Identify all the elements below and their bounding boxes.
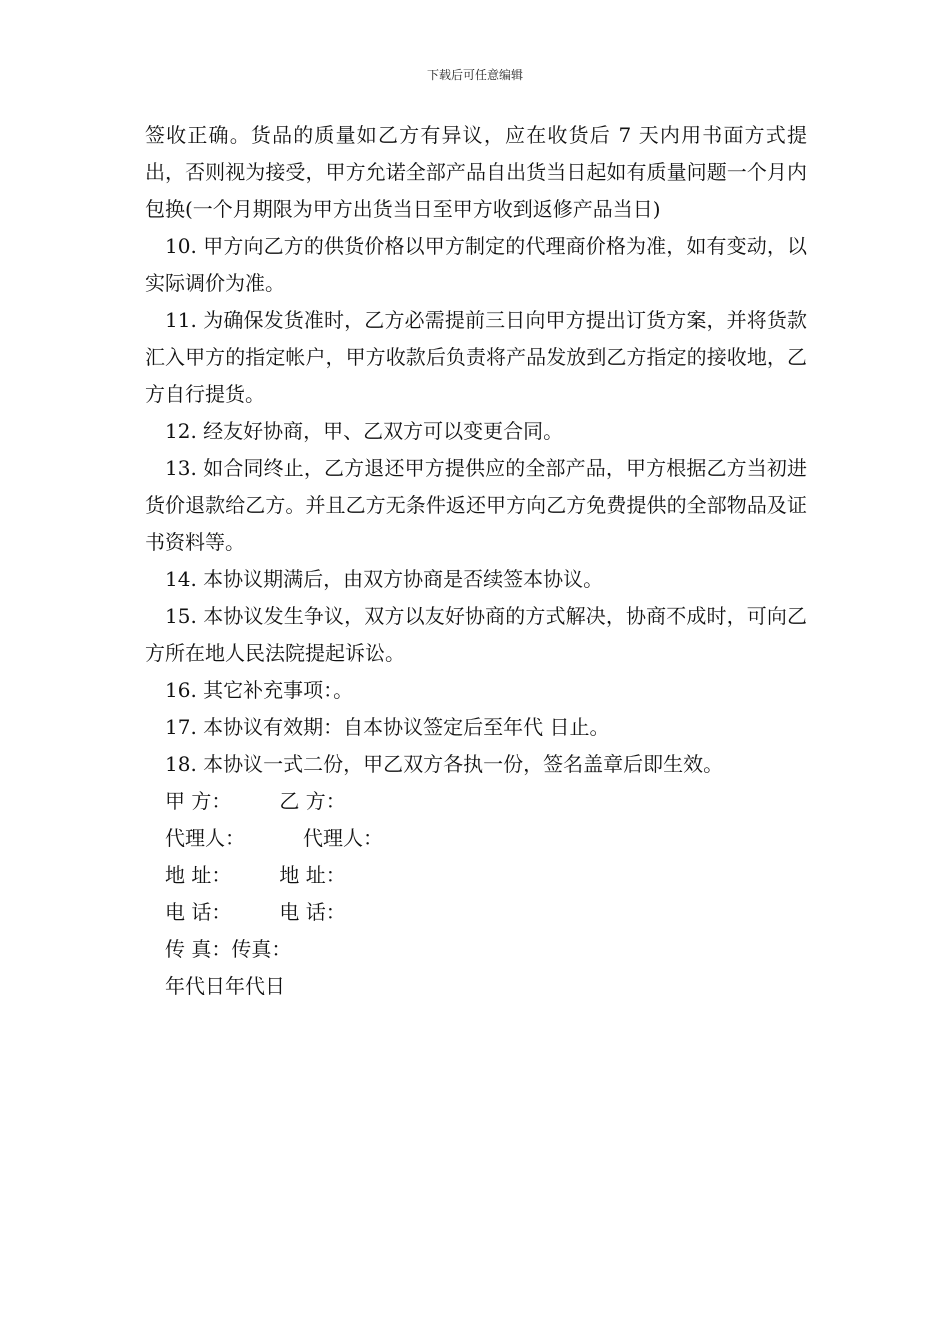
signature-block xyxy=(145,783,807,1005)
address-b-label: 地 址： xyxy=(279,863,346,887)
clause-12: 12. 经友好协商，甲、乙双方可以变更合同。 xyxy=(165,419,564,443)
phone-b-label: 电 话： xyxy=(279,900,346,924)
clause-13: 13. 如合同终止，乙方退还甲方提供应的全部产品，甲方根据乙方当初进货价退款给乙方。并且乙方无条件返还甲方向乙方免费提供的全部物品及证书资料等。 xyxy=(145,456,807,554)
agent-b-label: 代理人： xyxy=(303,826,383,850)
phone-a-label: 电 话： xyxy=(165,900,232,924)
clause-17: 17. 本协议有效期：自本协议签定后至年代 日止。 xyxy=(165,715,610,739)
signature-fax-line xyxy=(145,931,807,968)
signature-date-line: 年代日年代日 xyxy=(165,974,285,998)
clause-15: 15. 本协议发生争议，双方以友好协商的方式解决，协商不成时，可向乙方所在地人民法院提起诉讼。 xyxy=(145,604,807,665)
clause-11: 11. 为确保发货准时，乙方必需提前三日向甲方提出订货方案，并将货款汇入甲方的指定帐户，甲方收款后负责将产品发放到乙方指定的接收地，乙方自行提货。 xyxy=(145,308,807,406)
fax-a-label: 传 真： xyxy=(165,937,232,961)
clause-14: 14. 本协议期满后，由双方协商是否续签本协议。 xyxy=(165,567,604,591)
signature-address-line xyxy=(145,857,807,894)
signature-agent-line xyxy=(145,820,807,857)
document-body xyxy=(145,117,807,1005)
party-b-label: 乙 方： xyxy=(279,789,346,813)
signature-party-line xyxy=(145,783,807,820)
agent-a-label: 代理人： xyxy=(165,826,245,850)
paragraph-continuation: 签收正确。货品的质量如乙方有异议，应在收货后 7 天内用书面方式提出，否则视为接受，甲方允诺全部产品自出货当日起如有质量问题一个月内包换(一个月期限为甲方出货当日至甲方收到返修产品当日) xyxy=(145,123,807,221)
address-a-label: 地 址： xyxy=(165,863,232,887)
party-a-label: 甲 方： xyxy=(165,789,232,813)
clause-10: 10. 甲方向乙方的供货价格以甲方制定的代理商价格为准，如有变动，以实际调价为准。 xyxy=(145,234,807,295)
clause-18: 18. 本协议一式二份，甲乙双方各执一份，签名盖章后即生效。 xyxy=(165,752,724,776)
clause-16: 16. 其它补充事项：。 xyxy=(165,678,354,702)
signature-phone-line xyxy=(145,894,807,931)
fax-b-label: 传真： xyxy=(231,937,292,961)
page-header: 下载后可任意编辑 xyxy=(426,68,523,82)
